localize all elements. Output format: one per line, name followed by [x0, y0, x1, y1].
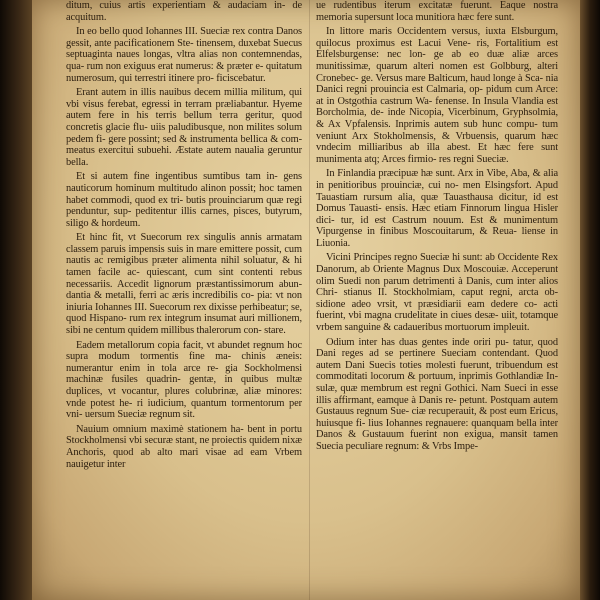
paragraph: Et hinc fit, vt Suecorum rex singulis annis armatam classem paruis impensis suis in mare emittere possit, cum nautis ac remigibus præter alimenta nihil soluatur, & hi tamen facile ac- quiescant, cum sint contenti rebus necessariis. Accedit lignorum præstantissimorum abun- dantia & metalli, ferri ac æris incredibilis co- pia: vt non iniuria Iohannes III. Suecorum rex dixisse perhibeatur; se, quod Hispano- rum rex integrum insumat auri millionem, sibi ne centum quidem millibus thalerorum con- stare. [66, 232, 302, 337]
paragraph: Odium inter has duas gentes inde oriri pu- tatur, quod Dani reges ad se pertinere Sueciam contendant. Quod autem Dani Suecis toties molesti fuerunt, tribuendum est commoditati locorum & portuum, inprimis Gothlandiæ In- sulæ, quæ membrum est regni Gothici. Nam Sueci in esse illis affirmant, eamque à Danis re- petunt. Postquam autem Gustauus regnum Sue- ciæ recuperauit, & post eum Ericus, huiusque fi- lius Iohannes regnauere: quanquam bella inter Danos & Gustauum fuerint non exigua, mansit tamen Suecia peculiare regnum: & Vrbs Impe- [316, 336, 558, 452]
paragraph: Eadem metallorum copia facit, vt abundet regnum hoc supra modum tormentis fine ma- chinis æneis: numerantur enim in tola arce re- gia Sockholmensi machinæ fusiles quadrin- gentæ, in quibus multæ duplices, vt vocantur, plures colubrinæ, aliæ minores: vnde potest he- ri iudicium, quantum tormentorum per vni- uersum Sueciæ regnum sit. [66, 339, 302, 421]
paragraph: ue rudentibus iterum excitatæ fuerunt. Eaque nostra memoria supersunt loca munitiora hæc fere sunt. [316, 0, 558, 23]
book-gutter-edge [0, 0, 32, 600]
paragraph: Nauium omnium maximè stationem ha- bent in portu Stockholmensi vbi securæ stant, ne proiectis quidem nixæ Anchoris, quod ab alto mari visae ad eam Vrbem nauigetur inter [66, 423, 302, 470]
text-column-left [66, 0, 302, 600]
paragraph: ditum, cuius artis experientiam & audaciam in- de acquitum. [66, 0, 302, 23]
paragraph: In eo bello quod Iohannes III. Sueciæ rex contra Danos gessit, ante pacificationem Ste- tinensem, duxebat Suecus septuaginta naues longas, vltra alias non contemnendas, qua- rum non exiguus erat numerus: & præter e- quitatum numerosum, qui terrestri itinere pro- ficiscebatur. [66, 26, 302, 84]
paragraph: Et si autem fine ingentibus sumtibus tam in- gens nauticorum hominum multitudo alinon possit; hoc tamen habet commodi, quod ex tri- butis prouinciarum quæ regi penduntur, sup- peditentur illis carnes, pisces, butyrum, siligo & hordeum. [66, 171, 302, 229]
book-fore-edge [580, 0, 600, 600]
column-divider [309, 0, 310, 600]
paragraph: In littore maris Occidentem versus, iuxta Elsburgum, quilocus proximus est Lacui Vene- ris, Fortalitium est Elfelsburgense: nec lon- ge ab eo duæ aliæ arces munitissimæ, quarum alteri nomen est Golbburg, alteri Cronebec- ge. Versus mare Balticum, haud longe à Sca- nia Danici regni prouincia est Calmaria, op- pidum cum Arce: at in Ostgothia castrum Wa- fenense. In Insula Vlandia est Borcholmia, de- inde Nicopia, Vicerbinum, Gryphsolmia, & Ax Vpfalensis. Inprimis autem sub hunc compu- tum veniunt Arx Stokholmensis, & Vrbuensis, quarum hæc vndecim milliaribus ab illa abest. Et hæc fere sunt munimenta atq; Arces firmio- res regni Sueciæ. [316, 26, 558, 165]
paragraph: Erant autem in illis nauibus decem millia militum, qui vbi visus ferebat, egressi in terram præliabantur. Hyeme autem fere in his terris bellum terra geritur, quod concretis glacie flu- uiis paludibusque, non milites solum pedem fi- gere possint; sed & instrumenta bellica & com- meatus exercitui subuehi. Æstate autem naualia geruntur bella. [66, 87, 302, 168]
paragraph: Vicini Principes regno Sueciæ hi sunt: ab Occidente Rex Danorum, ab Oriente Magnus Dux Moscouiæ. Acceperunt olim Suedi non parum detrimenti à Danis, cum inter alios Chri- stianus II. Stockholmiam, caput regni, arcta ob- sidione adeo vrsit, vt præsidiarii eam dedere co- acti fuerint, vbi magna crudelitate in ciues desæ- uiit, totamque vrbem sanguine & cadaueribus mortuorum impleuit. [316, 252, 558, 334]
text-column-right [316, 0, 558, 600]
paragraph: In Finlandia præcipuæ hæ sunt. Arx in Vibe, Aba, & alia in penitioribus prouinciæ, cui no- men Elsingsfort. Apud Tauastiam rursum alia, quæ Tauasthausa dicitur, id est Domus Tauasti- ensis. Hæc etiam Finnorum lingua Hisler dici- tur, id est Castrum nouum. Est & munimentum Vipurgense in finibus Moscouitarum, & Reua- liense in Liuonia. [316, 168, 558, 249]
